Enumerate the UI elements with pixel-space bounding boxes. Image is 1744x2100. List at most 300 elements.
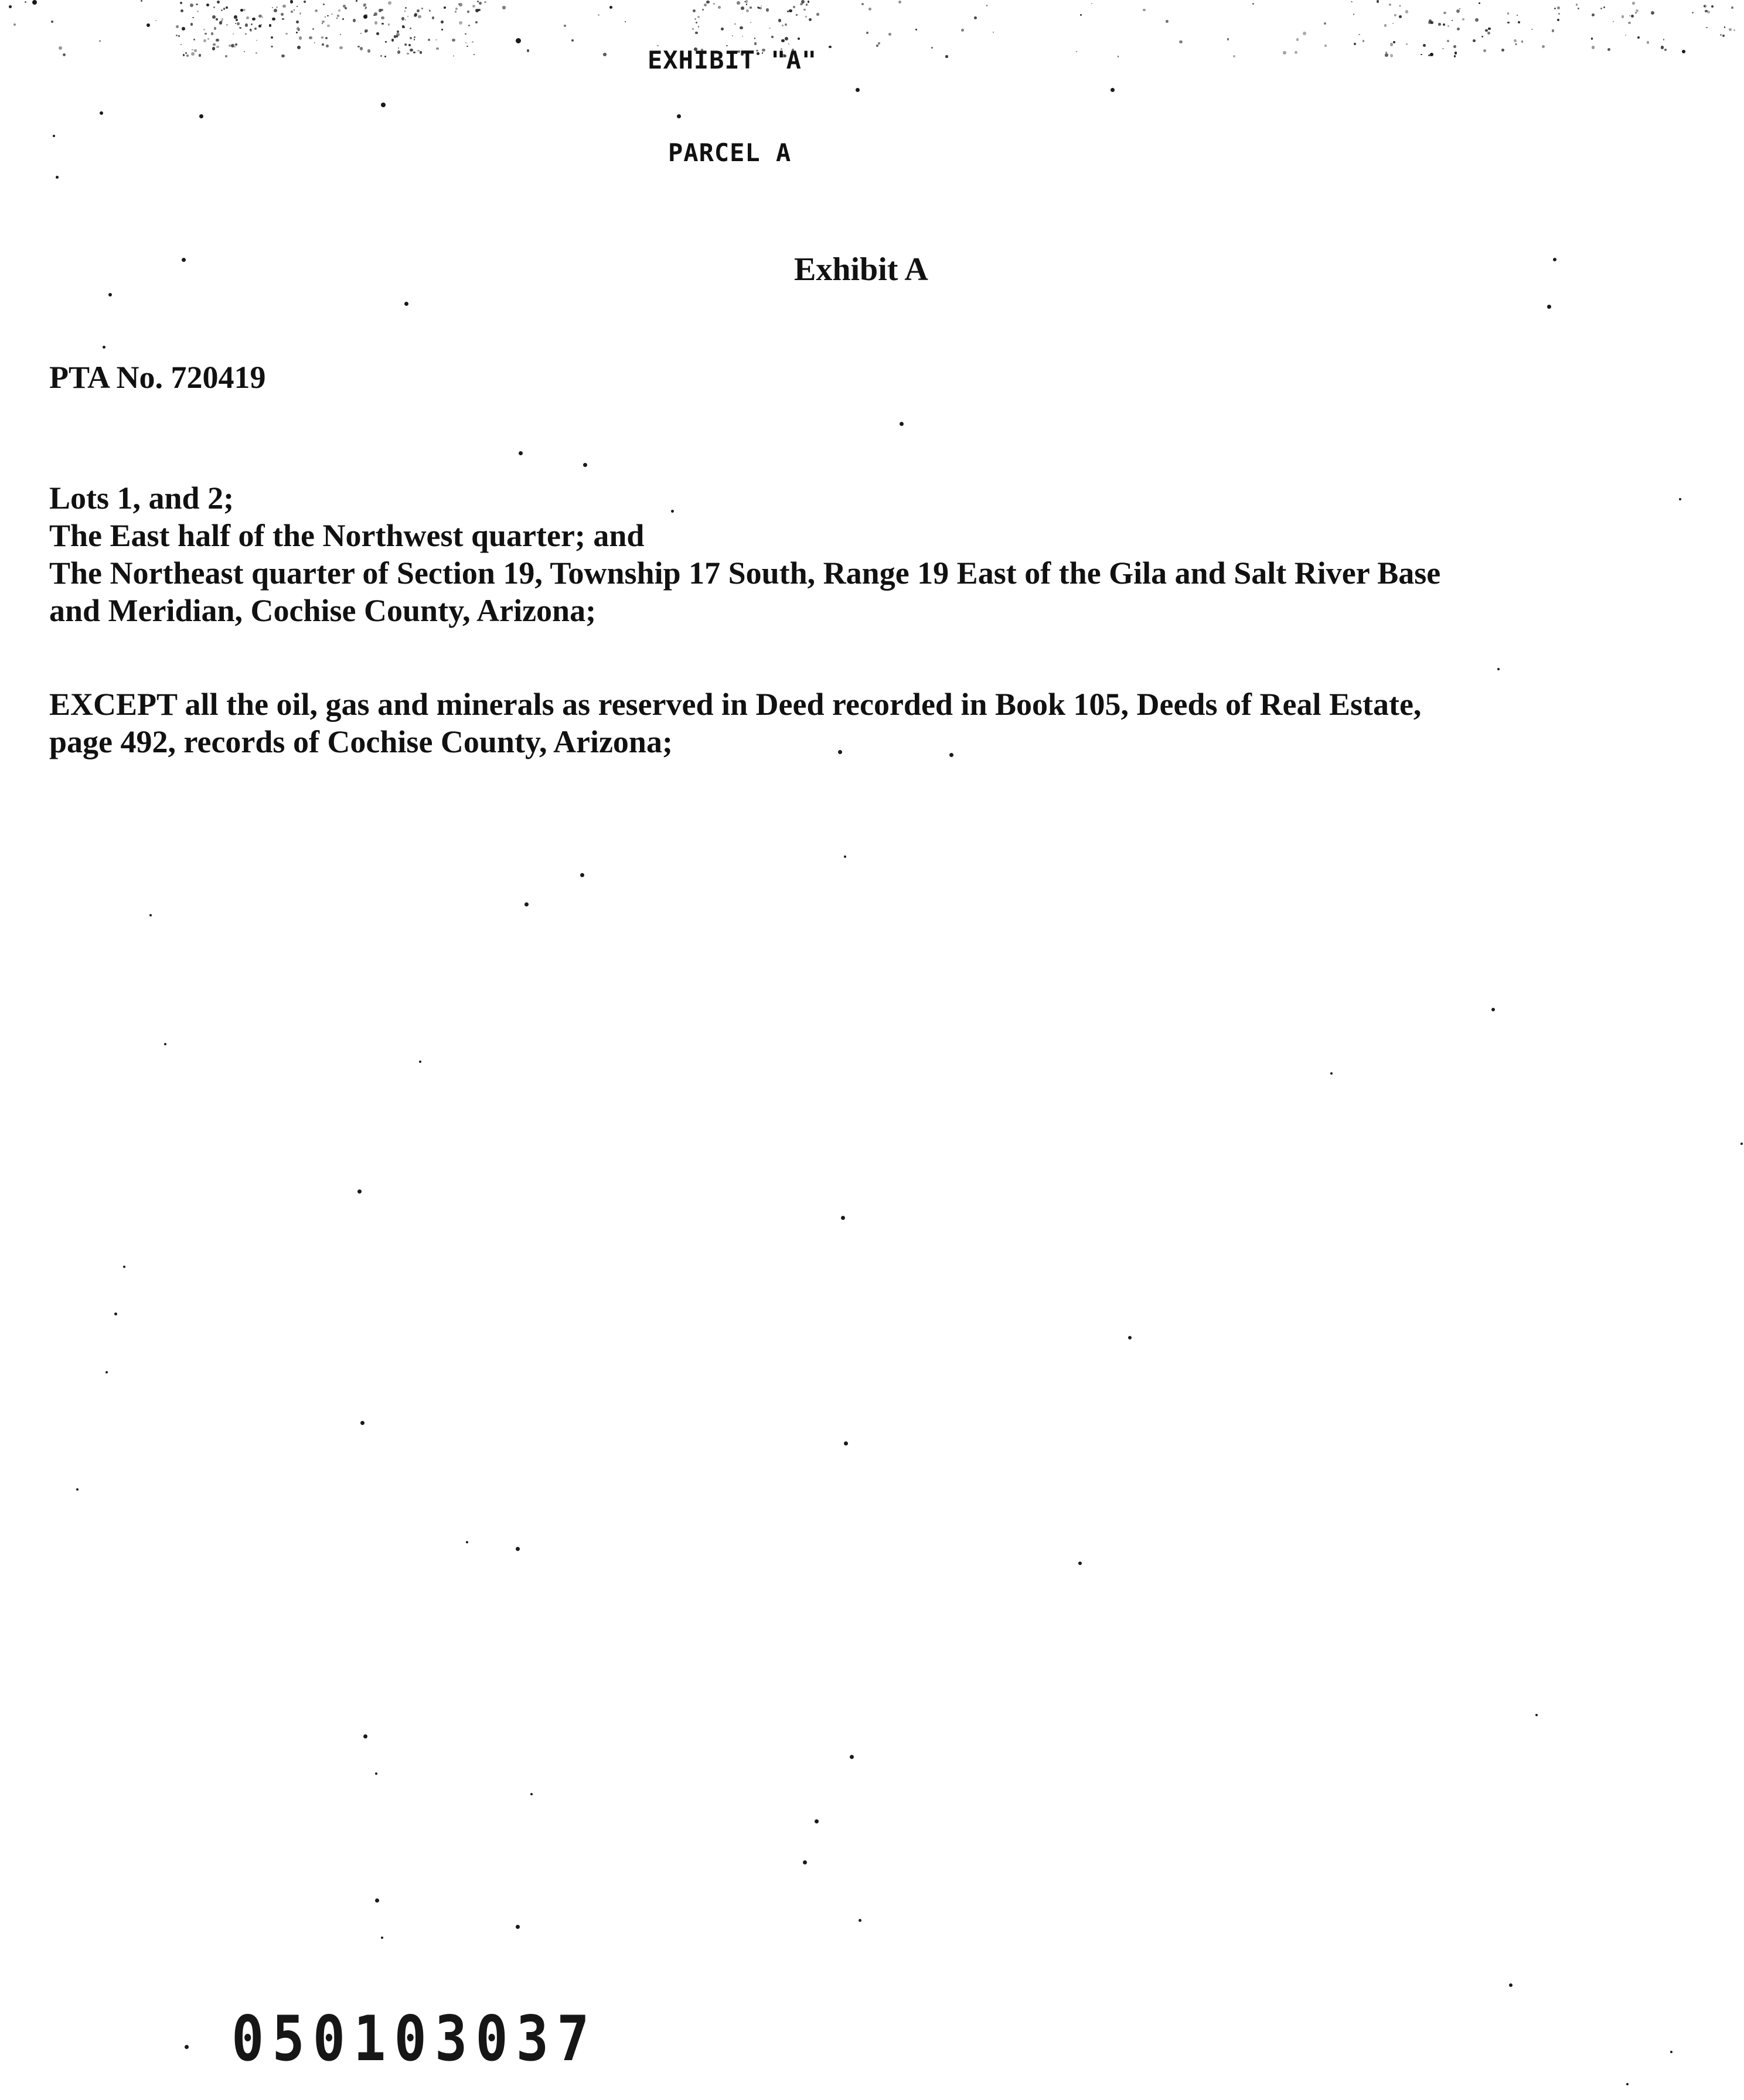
- scan-speck: [1509, 1983, 1513, 1987]
- exception-line: EXCEPT all the oil, gas and minerals as reserved in Deed recorded in Book 105, Deeds of Real Estate,: [49, 687, 1422, 722]
- scan-noise-speck: [297, 6, 298, 7]
- scan-noise-speck: [754, 42, 757, 45]
- scan-noise-speck: [192, 17, 193, 18]
- scan-noise-speck: [336, 18, 338, 19]
- scan-noise-speck: [223, 8, 225, 9]
- scan-noise-speck: [1692, 12, 1694, 13]
- scan-speck: [949, 753, 953, 757]
- scan-noise-speck: [388, 1, 391, 5]
- scan-noise-speck: [1507, 12, 1509, 14]
- scan-speck: [1740, 1143, 1743, 1145]
- scan-noise-speck: [888, 33, 891, 36]
- scan-noise-speck: [185, 52, 187, 54]
- scan-noise-speck: [808, 1, 810, 3]
- recording-number: 050103037: [231, 2003, 598, 2075]
- scan-noise-speck: [226, 24, 228, 26]
- scan-noise-speck: [414, 36, 415, 38]
- scan-noise-speck: [421, 8, 423, 9]
- scan-noise-speck: [1296, 38, 1299, 40]
- scan-noise-speck: [1421, 54, 1422, 56]
- scan-noise-speck: [1706, 27, 1707, 28]
- scan-noise-speck: [410, 28, 411, 29]
- exception-line: page 492, records of Cochise County, Arizona;: [49, 724, 673, 759]
- scan-noise-speck: [182, 27, 185, 30]
- scan-noise-speck: [759, 7, 762, 9]
- scan-speck: [381, 1937, 383, 1939]
- scan-noise-speck: [598, 14, 600, 16]
- scan-noise-speck: [475, 21, 478, 23]
- scan-noise-speck: [704, 4, 707, 6]
- scan-speck: [519, 451, 523, 455]
- scan-noise-speck: [746, 4, 747, 5]
- scan-speck: [1547, 305, 1551, 309]
- scan-noise-speck: [1722, 35, 1725, 37]
- scan-noise-speck: [1405, 10, 1408, 13]
- parcel-heading: PARCEL A: [668, 138, 792, 167]
- scan-speck: [1491, 1008, 1495, 1011]
- scan-noise-speck: [382, 23, 384, 25]
- scan-noise-speck: [407, 53, 409, 55]
- scan-noise-speck: [1385, 53, 1388, 56]
- scan-noise-speck: [1479, 2, 1480, 4]
- scan-noise-speck: [782, 25, 784, 26]
- scan-noise-speck: [1377, 0, 1379, 2]
- scan-speck: [1670, 2051, 1673, 2053]
- scan-noise-speck: [322, 21, 324, 23]
- scan-speck: [466, 1541, 468, 1543]
- scan-speck: [1553, 258, 1556, 261]
- scan-noise-speck: [564, 25, 566, 27]
- legal-description-line: Lots 1, and 2;: [49, 480, 234, 516]
- scan-noise-speck: [1399, 5, 1401, 6]
- scan-noise-speck: [276, 6, 278, 8]
- scan-noise-speck: [212, 15, 216, 19]
- scan-noise-speck: [1390, 43, 1393, 46]
- scan-speck: [1330, 1072, 1333, 1075]
- scan-speck: [199, 114, 203, 118]
- scan-noise-speck: [1558, 13, 1560, 15]
- scan-noise-speck: [216, 39, 219, 42]
- scan-noise-speck: [1554, 8, 1556, 9]
- scan-noise-speck: [297, 46, 301, 49]
- scan-noise-speck: [356, 0, 357, 2]
- scan-noise-speck: [406, 44, 407, 46]
- scan-noise-speck: [193, 39, 195, 40]
- scan-noise-speck: [155, 20, 156, 21]
- legal-description-line: The Northeast quarter of Section 19, Township 17 South, Range 19 East of the Gila and Salt River Base: [49, 555, 1441, 591]
- scan-noise-speck: [373, 15, 374, 16]
- scan-noise-speck: [1488, 28, 1490, 30]
- scan-noise-speck: [321, 36, 323, 39]
- scan-noise-speck: [693, 9, 696, 12]
- scan-speck: [803, 1860, 807, 1864]
- scan-noise-speck: [761, 5, 762, 6]
- scan-noise-speck: [806, 4, 808, 5]
- scan-speck: [609, 6, 612, 9]
- scan-noise-speck: [477, 1, 479, 2]
- scan-noise-speck: [25, 1, 26, 3]
- scan-noise-speck: [1233, 55, 1235, 57]
- scan-noise-speck: [1456, 9, 1460, 13]
- scan-speck: [516, 1547, 520, 1551]
- scan-speck: [1626, 2083, 1629, 2085]
- scan-noise-speck: [397, 30, 399, 33]
- scan-noise-speck: [455, 8, 458, 10]
- scan-noise-speck: [401, 17, 405, 21]
- scan-noise-speck: [190, 4, 193, 7]
- scan-noise-speck: [327, 15, 329, 17]
- scan-noise-speck: [754, 38, 755, 39]
- scan-noise-speck: [750, 22, 751, 23]
- scan-noise-speck: [296, 21, 299, 24]
- scan-speck: [1535, 1714, 1538, 1716]
- scan-speck: [164, 1043, 166, 1045]
- scan-noise-speck: [1704, 5, 1706, 8]
- scan-noise-speck: [800, 3, 802, 5]
- scan-speck: [859, 1919, 861, 1922]
- scan-noise-speck: [337, 15, 339, 17]
- scan-noise-speck: [203, 29, 205, 30]
- scan-speck: [185, 2045, 189, 2049]
- scan-noise-speck: [475, 9, 479, 12]
- typed-exhibit-header: EXHIBIT "A": [648, 46, 818, 74]
- scan-noise-speck: [258, 15, 262, 18]
- scan-noise-speck: [793, 6, 795, 8]
- scan-noise-speck: [444, 6, 446, 9]
- scan-speck: [516, 38, 521, 43]
- scan-noise-speck: [205, 33, 206, 35]
- scan-noise-speck: [1295, 51, 1297, 54]
- scan-noise-speck: [331, 13, 332, 15]
- scan-noise-speck: [1118, 56, 1119, 57]
- scan-noise-speck: [961, 29, 964, 32]
- scan-noise-speck: [243, 9, 246, 11]
- scan-noise-speck: [233, 33, 234, 35]
- scan-noise-speck: [527, 49, 530, 52]
- scan-noise-speck: [769, 28, 770, 29]
- scan-noise-speck: [1625, 35, 1626, 36]
- scan-speck: [671, 510, 674, 513]
- scan-noise-speck: [796, 14, 798, 16]
- scan-noise-speck: [1452, 20, 1453, 21]
- scan-speck: [1128, 1336, 1132, 1339]
- scan-noise-speck: [1731, 6, 1733, 9]
- scan-noise-speck: [380, 55, 382, 57]
- scan-speck: [100, 111, 103, 115]
- scan-noise-speck: [1517, 15, 1518, 16]
- scan-noise-speck: [299, 36, 302, 39]
- scan-noise-speck: [410, 49, 413, 52]
- scan-noise-speck: [778, 19, 782, 22]
- scan-speck: [105, 1371, 108, 1373]
- scan-noise-speck: [740, 26, 743, 30]
- scan-noise-speck: [291, 11, 293, 13]
- scan-noise-speck: [274, 9, 277, 12]
- scan-noise-speck: [750, 6, 752, 9]
- scan-noise-speck: [338, 9, 340, 12]
- scan-noise-speck: [1459, 8, 1460, 9]
- scan-noise-speck: [381, 16, 384, 19]
- scan-noise-speck: [176, 25, 179, 28]
- scan-noise-speck: [408, 44, 411, 46]
- scan-noise-speck: [282, 5, 286, 8]
- scan-noise-speck: [1393, 41, 1395, 43]
- scan-speck: [524, 902, 529, 906]
- scan-speck: [76, 1488, 79, 1491]
- scan-noise-speck: [713, 3, 715, 5]
- scan-noise-speck: [474, 54, 475, 55]
- scan-noise-speck: [261, 24, 262, 25]
- scan-noise-speck: [467, 11, 469, 13]
- scan-noise-speck: [1324, 22, 1326, 25]
- scan-noise-speck: [1227, 38, 1229, 40]
- scan-noise-speck: [1647, 41, 1650, 44]
- scan-noise-speck: [1454, 55, 1456, 57]
- scan-noise-speck: [1622, 15, 1624, 18]
- scan-noise-speck: [468, 25, 470, 26]
- scan-noise-speck: [394, 35, 396, 38]
- scan-noise-speck: [1632, 2, 1635, 5]
- scan-noise-speck: [1353, 13, 1354, 15]
- scan-noise-speck: [397, 50, 400, 53]
- scan-noise-speck: [432, 16, 435, 19]
- scan-noise-speck: [1636, 9, 1639, 12]
- scan-noise-speck: [326, 45, 329, 47]
- scan-noise-speck: [327, 25, 329, 27]
- scan-speck: [360, 1421, 365, 1425]
- scan-speck: [530, 1793, 533, 1795]
- mineral-exception: [49, 686, 1702, 761]
- scan-noise-speck: [1733, 29, 1735, 31]
- scan-speck: [149, 914, 152, 916]
- scan-noise-speck: [99, 40, 100, 42]
- scan-noise-speck: [376, 32, 379, 35]
- scan-noise-speck: [1485, 29, 1487, 32]
- scan-noise-speck: [986, 5, 988, 6]
- scan-noise-speck: [180, 44, 182, 45]
- scan-noise-speck: [1705, 10, 1707, 12]
- scan-noise-speck: [222, 18, 223, 20]
- scan-noise-speck: [1531, 29, 1532, 30]
- scan-noise-speck: [785, 37, 788, 40]
- scan-noise-speck: [196, 4, 197, 5]
- scan-noise-speck: [340, 34, 341, 35]
- scan-noise-speck: [452, 39, 455, 42]
- scan-noise-speck: [192, 49, 193, 51]
- scan-speck: [844, 855, 846, 858]
- scan-speck: [838, 750, 842, 754]
- scan-noise-speck: [1600, 8, 1602, 9]
- scan-noise-speck: [176, 35, 177, 36]
- scan-noise-speck: [404, 11, 406, 12]
- scan-noise-speck: [272, 18, 275, 21]
- scan-noise-speck: [1631, 15, 1634, 18]
- scan-noise-speck: [322, 23, 323, 24]
- scan-noise-speck: [271, 46, 273, 48]
- scan-noise-speck: [721, 28, 724, 30]
- scan-speck: [56, 176, 59, 179]
- scan-noise-speck: [13, 23, 16, 26]
- scan-speck: [53, 135, 55, 137]
- scan-noise-speck: [1663, 39, 1665, 40]
- scan-noise-speck: [258, 25, 261, 28]
- scan-noise-speck: [1591, 38, 1593, 39]
- scan-noise-speck: [413, 52, 415, 54]
- scan-noise-speck: [1438, 23, 1441, 26]
- scan-noise-speck: [1394, 14, 1396, 16]
- scan-noise-speck: [785, 23, 787, 26]
- scan-noise-speck: [1143, 9, 1146, 12]
- scan-noise-speck: [246, 16, 249, 19]
- scan-noise-speck: [1390, 54, 1393, 57]
- scan-noise-speck: [212, 47, 215, 50]
- scan-noise-speck: [235, 23, 236, 24]
- scan-noise-speck: [898, 1, 901, 4]
- scan-noise-speck: [625, 21, 626, 22]
- scan-noise-speck: [861, 3, 864, 5]
- scan-noise-speck: [269, 24, 272, 27]
- scan-speck: [841, 1216, 845, 1220]
- scan-speck: [900, 422, 904, 426]
- scan-noise-speck: [696, 22, 697, 23]
- scan-noise-speck: [271, 36, 273, 39]
- scan-noise-speck: [252, 18, 256, 21]
- scan-noise-speck: [1423, 44, 1426, 47]
- scan-noise-speck: [1518, 21, 1520, 23]
- scan-noise-speck: [803, 9, 805, 11]
- scan-noise-speck: [788, 43, 789, 45]
- scan-noise-speck: [183, 54, 185, 56]
- scan-noise-speck: [1592, 46, 1595, 49]
- scan-noise-speck: [798, 38, 800, 40]
- scan-speck: [404, 302, 408, 306]
- scan-noise-speck: [1179, 40, 1183, 44]
- scan-noise-speck: [214, 27, 216, 29]
- scan-noise-speck: [1542, 45, 1545, 48]
- scan-noise-speck: [974, 16, 977, 19]
- scan-noise-speck: [178, 35, 180, 37]
- scan-noise-speck: [1283, 51, 1286, 54]
- scan-speck: [381, 103, 386, 107]
- scan-noise-speck: [692, 28, 694, 30]
- scan-noise-speck: [1351, 1, 1353, 3]
- scan-noise-speck: [216, 18, 218, 21]
- scan-noise-speck: [1557, 19, 1559, 21]
- scan-noise-speck: [360, 33, 362, 34]
- scan-noise-speck: [141, 0, 142, 2]
- scan-noise-speck: [1635, 12, 1637, 14]
- scan-noise-speck: [342, 18, 344, 20]
- scan-noise-speck: [365, 8, 366, 9]
- scan-noise-speck: [945, 55, 948, 58]
- scan-speck: [363, 1734, 367, 1738]
- scan-noise-speck: [1651, 11, 1654, 15]
- scan-noise-speck: [1453, 45, 1456, 48]
- scan-noise-speck: [455, 11, 457, 12]
- scan-noise-speck: [1389, 4, 1391, 6]
- scan-noise-speck: [63, 53, 66, 56]
- scan-noise-speck: [254, 28, 257, 30]
- scan-noise-speck: [1166, 20, 1169, 23]
- scan-speck: [850, 1755, 854, 1759]
- scan-noise-speck: [868, 8, 872, 11]
- scan-noise-speck: [697, 16, 700, 18]
- scan-noise-speck: [314, 42, 315, 43]
- scan-speck: [103, 346, 105, 349]
- scan-noise-speck: [1399, 15, 1402, 18]
- scan-noise-speck: [428, 39, 430, 41]
- scan-noise-speck: [993, 32, 994, 33]
- scan-speck: [108, 293, 112, 296]
- scan-noise-speck: [1473, 39, 1476, 42]
- scan-noise-speck: [781, 39, 784, 42]
- scan-noise-speck: [1507, 22, 1509, 23]
- scan-noise-speck: [479, 2, 482, 5]
- scan-noise-speck: [385, 41, 387, 43]
- scan-speck: [583, 463, 587, 467]
- scan-noise-speck: [226, 6, 228, 9]
- scan-noise-speck: [281, 13, 284, 16]
- scan-noise-speck: [1362, 40, 1365, 42]
- scan-noise-speck: [237, 22, 239, 25]
- scan-noise-speck: [1578, 8, 1579, 9]
- scan-noise-speck: [1091, 3, 1092, 4]
- scan-noise-speck: [1483, 49, 1486, 52]
- scan-noise-speck: [1603, 6, 1605, 8]
- scan-noise-speck: [235, 43, 237, 46]
- scan-noise-speck: [1354, 43, 1356, 45]
- scan-noise-speck: [244, 51, 245, 52]
- scan-speck: [182, 258, 186, 262]
- scan-noise-speck: [706, 1, 709, 4]
- scan-noise-speck: [465, 33, 466, 35]
- scan-noise-speck: [221, 20, 223, 22]
- scan-noise-speck: [502, 6, 506, 9]
- scan-noise-speck: [1514, 39, 1517, 42]
- scan-noise-speck: [484, 1, 486, 3]
- scan-noise-speck: [453, 55, 455, 57]
- scan-noise-speck: [234, 46, 236, 47]
- scan-noise-speck: [236, 19, 238, 21]
- scan-noise-speck: [1442, 48, 1443, 49]
- scan-noise-speck: [59, 46, 62, 50]
- scan-noise-speck: [206, 4, 209, 6]
- scan-noise-speck: [231, 44, 234, 47]
- scan-noise-speck: [256, 52, 257, 54]
- scan-noise-speck: [245, 33, 247, 35]
- scan-noise-speck: [325, 16, 326, 18]
- scan-noise-speck: [436, 47, 439, 50]
- scan-noise-speck: [186, 54, 189, 57]
- scan-noise-speck: [312, 28, 314, 30]
- scan-noise-speck: [191, 52, 195, 56]
- scan-noise-speck: [472, 5, 475, 8]
- scan-noise-speck: [365, 29, 367, 32]
- scan-noise-speck: [1637, 36, 1640, 39]
- scan-speck: [32, 0, 37, 5]
- scan-noise-speck: [1392, 23, 1394, 24]
- scan-noise-speck: [388, 23, 390, 25]
- scan-speck: [1679, 498, 1681, 500]
- scan-noise-speck: [225, 55, 227, 57]
- scan-noise-speck: [194, 49, 197, 53]
- scan-noise-speck: [262, 16, 264, 18]
- scan-noise-speck: [1384, 24, 1387, 26]
- scan-speck: [856, 88, 860, 92]
- scan-noise-speck: [876, 45, 878, 47]
- scan-noise-speck: [1076, 51, 1077, 52]
- scan-noise-speck: [1324, 45, 1327, 47]
